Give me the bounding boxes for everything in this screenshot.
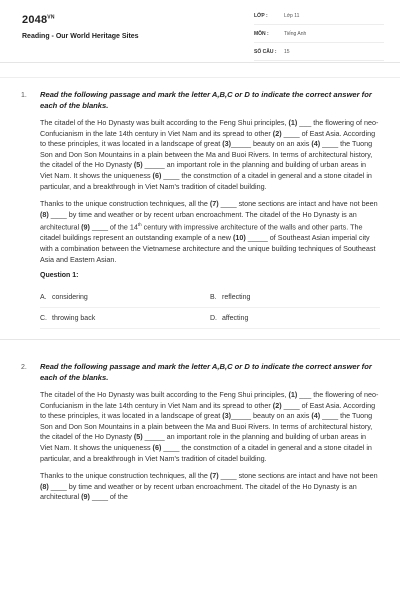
document-meta (254, 13, 384, 67)
meta-value: Tiếng Anh (284, 31, 307, 37)
blank-marker: (2) (272, 400, 282, 410)
option-letter: A. (40, 293, 47, 301)
option-letter: B. (210, 293, 217, 301)
meta-value: Lớp 11 (284, 13, 300, 19)
answer-options (40, 287, 380, 329)
option-letter: D. (210, 314, 217, 322)
meta-label: SỐ CÂU : (254, 49, 277, 55)
blank-marker: (1) (288, 390, 298, 400)
blank-marker: (7) (209, 199, 219, 209)
question-instruction: Read the following passage and mark the letter A,B,C or D to indicate the correct answer for each of the blanks. (40, 362, 372, 382)
meta-row-class (254, 13, 384, 25)
option-letter: C. (40, 314, 47, 322)
blank-marker: (8) (40, 209, 49, 219)
question-block (0, 78, 400, 350)
answer-option-c[interactable] (40, 308, 210, 329)
blank-marker: (4) (311, 411, 321, 421)
blank-marker: (9) (81, 222, 90, 232)
passage-paragraph: Thanks to the unique construction techniques, all the (7) ____ stone sections are intact and have not been (8) ____ by time and weather or by recent urban encroachment. The citadel of the Ho Dynasty is an architectural (9) ____ of the (40, 471, 378, 502)
answer-option-d[interactable] (210, 308, 380, 329)
option-text: affecting (222, 314, 249, 322)
question-divider (0, 329, 400, 340)
blank-marker: (10) (233, 233, 246, 243)
blank-marker: (5) (133, 160, 143, 170)
blank-marker: (3) (222, 139, 231, 149)
blank-marker: (2) (272, 128, 282, 138)
meta-label: LỚP : (254, 13, 268, 19)
question-instruction: Read the following passage and mark the letter A,B,C or D to indicate the correct answer for each of the blanks. (40, 90, 372, 110)
document-title: Reading - Our World Heritage Sites (22, 33, 139, 40)
answer-option-b[interactable] (210, 287, 380, 308)
meta-label: MÔN : (254, 31, 269, 37)
answer-option-a[interactable] (40, 287, 210, 308)
question-number: 2. (21, 364, 27, 372)
page-header (0, 0, 400, 63)
logo-suffix: VN (47, 14, 55, 21)
blank-marker: (5) (133, 432, 143, 442)
option-text: reflecting (222, 293, 251, 301)
option-text: throwing back (52, 314, 96, 322)
meta-row-count (254, 49, 384, 61)
meta-value: 15 (284, 49, 290, 55)
blank-marker: (4) (311, 139, 321, 149)
blank-marker: (7) (209, 471, 219, 481)
option-text: considering (52, 293, 88, 301)
passage-paragraph: The citadel of the Ho Dynasty was built according to the Feng Shui principles, (1) ___ the flowering of neo-Confucianism in the late 14th century in Viet Nam and its spread to other (2) ____ of East Asia. According to these principles, it was located in a landscape of great (3)_____ beauty on an axis (4) ____ the Tuong Son and Don Son Mountains in a plain between the Ma and Buoi Rivers. In terms of architectural history, the citadel of the Ho Dynasty (5) _____ an important role in the planning and building of urban areas in Viet Nam. It shows the uniqueness (6) ____ the constmction of a citadel in general and a stone citadel in particular, and a breakthrough in Viet Nam's tradition of citadel building. (40, 118, 379, 191)
meta-row-subject (254, 31, 384, 43)
blank-marker: (3) (222, 411, 231, 421)
blank-marker: (1) (288, 118, 298, 127)
blank-marker: (8) (40, 481, 49, 491)
blank-marker: (6) (152, 443, 162, 453)
question-block (0, 350, 400, 520)
blank-marker: (6) (152, 170, 162, 180)
passage-paragraph: Thanks to the unique construction techniques, all the (7) ____ stone sections are intact and have not been (8) ____ by time and weather or by recent urban encroachment. The citadel of the Ho Dynasty is an architectural (9) ____ of the 14th century with impressive architecture of the walls and other parts. The citadel buildings represent an outstanding example of a new (10) _____ of Southeast Asian imperial city with a combination between the Vietnamese architecture and the unique building techniques of Southeast Asia and Eastern Asian. (40, 199, 378, 264)
blank-marker: (9) (81, 492, 90, 502)
question-number: 1. (21, 92, 27, 99)
passage-paragraph: The citadel of the Ho Dynasty was built according to the Feng Shui principles, (1) ___ the flowering of neo-Confucianism in the late 14th century in Viet Nam and its spread to other (2) ____ of East Asia. According to these principles, it was located in a landscape of great (3)_____ beauty on an axis (4) ____ the Tuong Son and Don Son Mountains in a plain between the Ma and Buoi Rivers. In terms of architectural history, the citadel of the Ho Dynasty (5) _____ an important role in the planning and building of urban areas in Viet Nam. It shows the uniqueness (6) ____ the constmction of a citadel in general and a stone citadel in particular, and a breakthrough in Viet Nam's tradition of citadel building. (40, 390, 379, 463)
question-subtitle: Question 1: (40, 272, 79, 280)
site-logo[interactable]: $2048^{VN}$ (22, 14, 55, 26)
